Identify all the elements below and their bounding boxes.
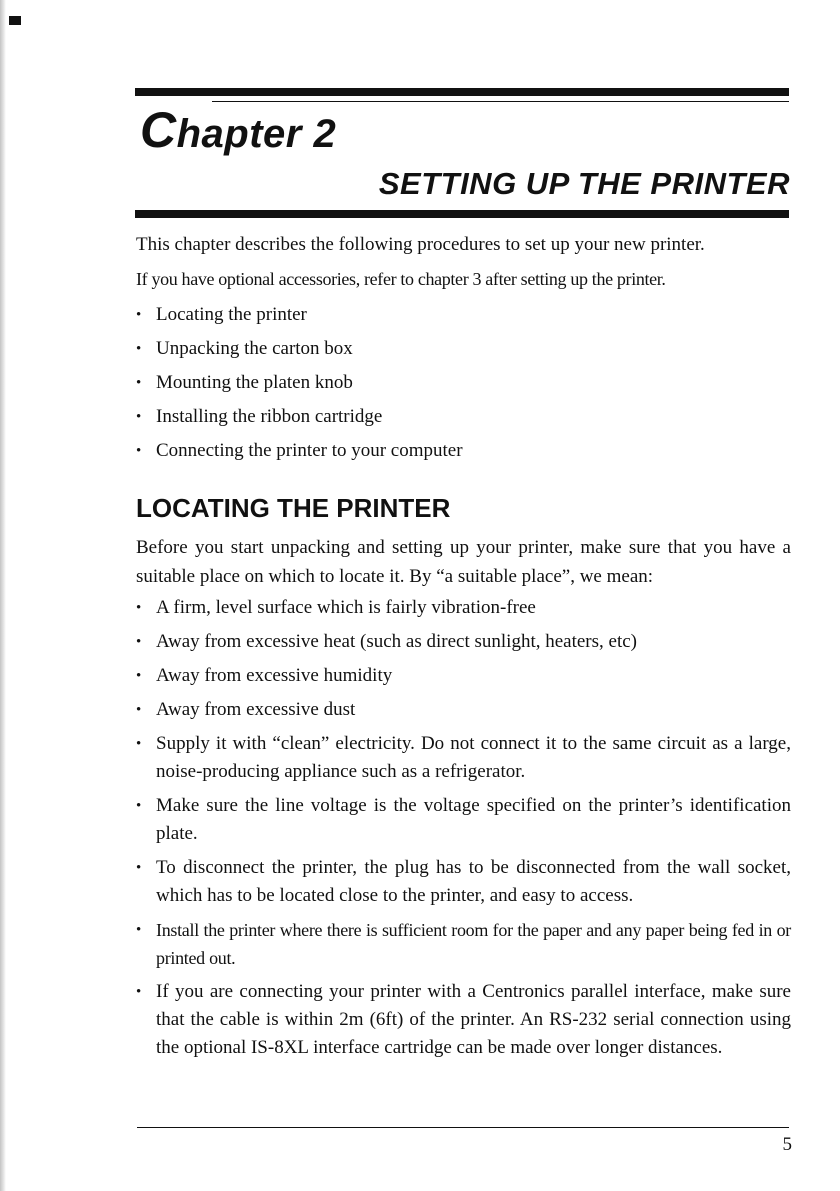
procedure-item: • Unpacking the carton box (136, 335, 791, 363)
requirement-item: • Away from excessive dust (136, 696, 791, 724)
scan-registration-mark (9, 16, 21, 25)
procedure-item: • Locating the printer (136, 301, 791, 329)
intro-line-2: If you have optional accessories, refer to chapter 3 after setting up the printer. (136, 269, 666, 289)
chapter-label-rest: hapter 2 (176, 112, 337, 156)
requirements-list (136, 594, 791, 1068)
procedure-item: • Mounting the platen knob (136, 369, 791, 397)
requirement-item: • Make sure the line voltage is the voltage specified on the printer’s identification plate. (136, 792, 791, 848)
footer-rule (137, 1127, 789, 1128)
requirement-item: • Install the printer where there is sufficient room for the paper and any paper being fed in or printed out. (136, 916, 791, 972)
procedure-list (136, 301, 791, 471)
header-rule-top (135, 88, 789, 96)
procedure-item: • Installing the ribbon cartridge (136, 403, 791, 431)
requirement-item: • To disconnect the printer, the plug has to be disconnected from the wall socket, which has to be located close to the printer, and easy to access. (136, 854, 791, 910)
requirement-item: • Away from excessive humidity (136, 662, 791, 690)
requirement-item: • If you are connecting your printer with a Centronics parallel interface, make sure that the cable is within 2m (6ft) of the printer. An RS-232 serial connection using the optional IS-8XL interface cartridge can be made over longer distances. (136, 978, 791, 1062)
procedure-item: • Connecting the printer to your computer (136, 437, 791, 465)
requirement-item: • A firm, level surface which is fairly vibration-free (136, 594, 791, 622)
requirement-item: • Supply it with “clean” electricity. Do not connect it to the same circuit as a large, noise-producing appliance such as a refrigerator. (136, 730, 791, 786)
section-heading: LOCATING THE PRINTER (136, 493, 451, 523)
chapter-title: SETTING UP THE PRINTER (378, 166, 790, 201)
header-rule-thin (212, 101, 789, 102)
header-rule-bottom (135, 210, 789, 218)
scan-edge-shadow (0, 0, 6, 1191)
chapter-initial: C (140, 102, 177, 158)
intro-line-1: This chapter describes the following procedures to set up your new printer. (136, 234, 705, 255)
section-paragraph: Before you start unpacking and setting up your printer, make sure that you have a suitable place on which to locate it. By “a suitable place”, we mean: (136, 537, 791, 587)
requirement-item: • Away from excessive heat (such as direct sunlight, heaters, etc) (136, 628, 791, 656)
page-number: 5 (782, 1134, 792, 1155)
chapter-number (140, 104, 336, 160)
